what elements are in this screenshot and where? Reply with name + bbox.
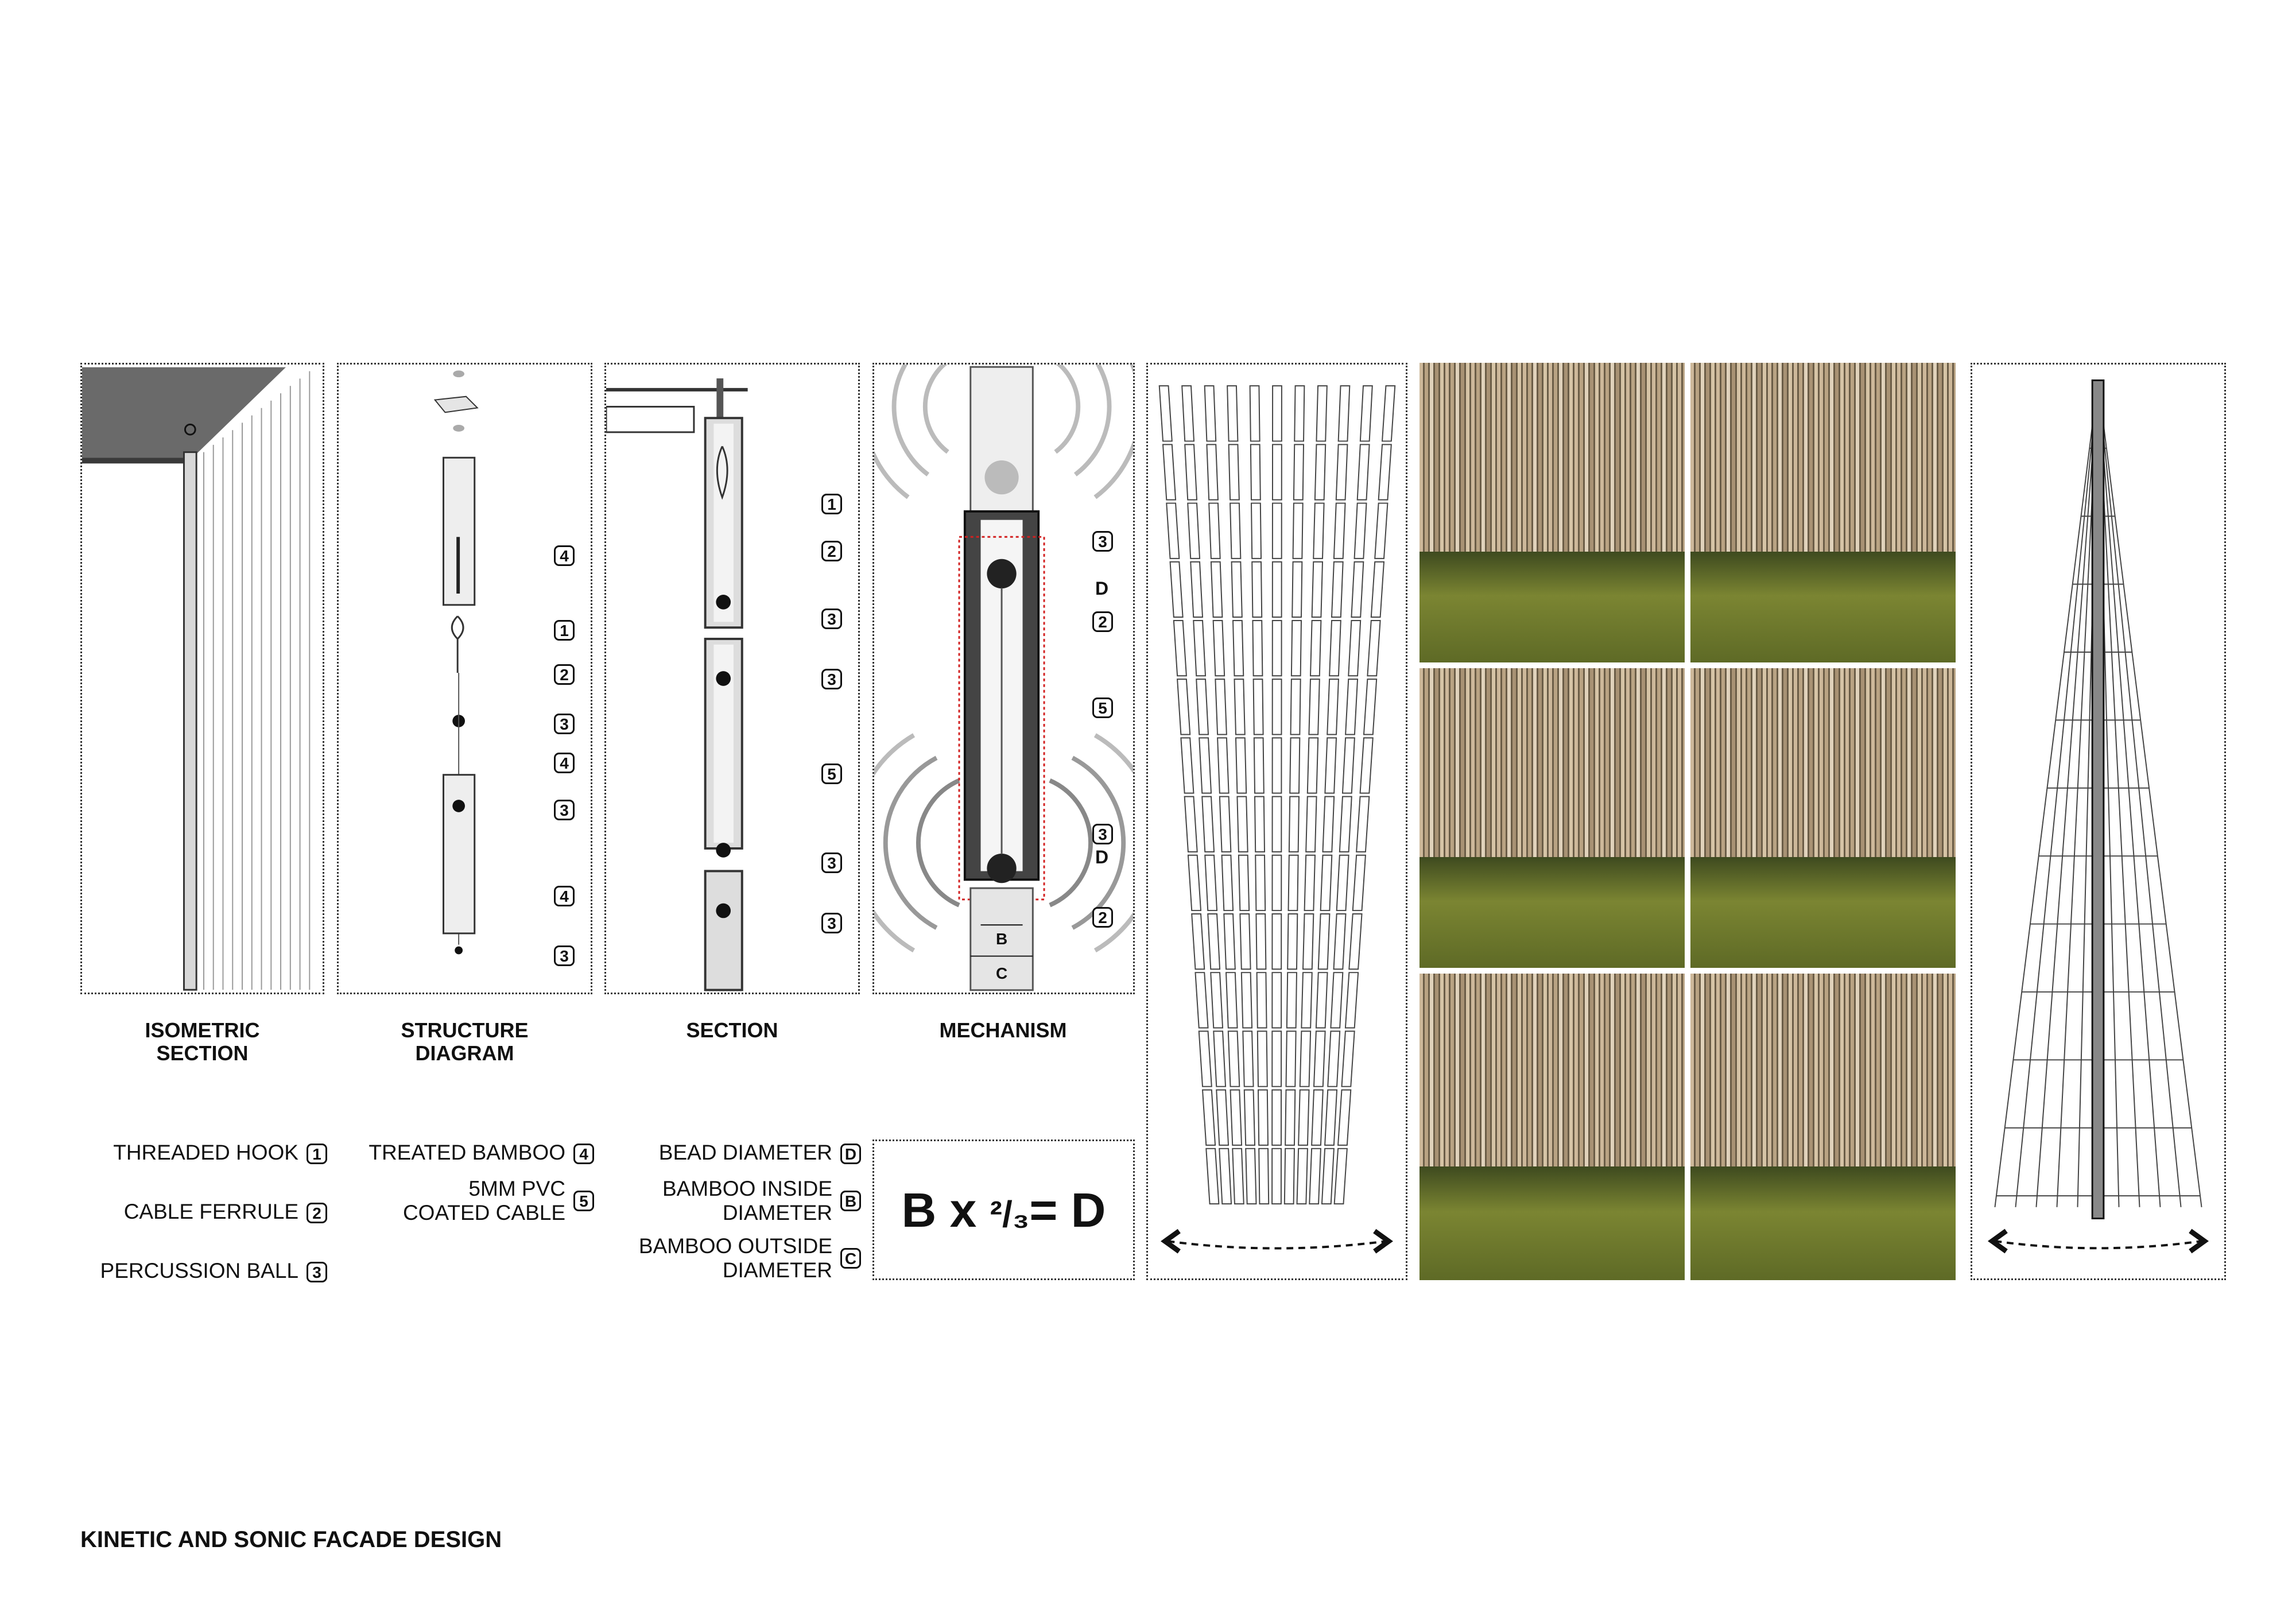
section-callout-badge: 2 — [821, 541, 842, 561]
structure-callout-badge: 1 — [554, 620, 575, 641]
section-callout-badge: 3 — [821, 913, 842, 933]
mechanism-callout-badge: 2 — [1092, 907, 1113, 928]
mechanism-callout-label: D — [1095, 847, 1109, 867]
legend-badge: 2 — [307, 1203, 327, 1223]
legend-badge: 3 — [307, 1262, 327, 1282]
fan-elevation-drawing — [1972, 365, 2224, 1278]
legend-item: CABLE FERRULE 2 — [124, 1200, 327, 1224]
mechanism-drawing — [874, 365, 1133, 993]
isometric-section-drawing — [82, 365, 323, 993]
structure-callout-badge: 4 — [554, 753, 575, 773]
mechanism-callout-label: D — [1095, 578, 1109, 599]
mechanism-callout-badge: 5 — [1092, 697, 1113, 718]
inside-diameter-label: B — [996, 930, 1008, 948]
section-callout-badge: 5 — [821, 763, 842, 784]
section-callout-badge: 3 — [821, 852, 842, 873]
outside-diameter-label: C — [996, 964, 1008, 982]
structure-callout-badge: 3 — [554, 945, 575, 966]
facade-photo — [1420, 668, 1685, 968]
structure-callout-badge: 2 — [554, 664, 575, 685]
mechanism-callout-badge: 3 — [1092, 824, 1113, 844]
structure-callout-badge: 3 — [554, 714, 575, 734]
facade-photo — [1420, 363, 1685, 662]
legend-item: TREATED BAMBOO 4 — [369, 1141, 594, 1165]
legend-badge: B — [840, 1191, 861, 1211]
structure-diagram-panel — [337, 363, 592, 994]
structure-callout-badge: 4 — [554, 545, 575, 566]
formula-box — [872, 1139, 1135, 1280]
isometric-section-panel — [80, 363, 324, 994]
structure-diagram-drawing — [339, 365, 591, 993]
section-callout-badge: 1 — [821, 494, 842, 514]
section-callout-badge: 3 — [821, 669, 842, 689]
caption-isometric: ISOMETRIC SECTION — [145, 1018, 260, 1065]
formula-text: B x ²/₃= D — [901, 1183, 1106, 1237]
facade-photo — [1420, 974, 1685, 1280]
legend-item: THREADED HOOK 1 — [113, 1141, 327, 1165]
legend-item: 5MM PVC COATED CABLE 5 — [403, 1177, 594, 1225]
legend-badge: 4 — [573, 1144, 594, 1164]
legend-item: BAMBOO OUTSIDE DIAMETER C — [639, 1234, 861, 1282]
legend-badge: 1 — [307, 1144, 327, 1164]
structure-callout-badge: 3 — [554, 800, 575, 820]
caption-mechanism: MECHANISM — [939, 1018, 1067, 1042]
caption-structure: STRUCTURE DIAGRAM — [401, 1018, 529, 1065]
page-title: KINETIC AND SONIC FACADE DESIGN — [80, 1527, 502, 1552]
structure-callout-badge: 4 — [554, 886, 575, 906]
legend-item: BAMBOO INSIDE DIAMETER B — [662, 1177, 861, 1225]
facade-photo — [1690, 363, 1956, 662]
mechanism-callout-badge: 2 — [1092, 611, 1113, 632]
facade-photo — [1690, 974, 1956, 1280]
section-panel — [604, 363, 860, 994]
caption-section: SECTION — [686, 1018, 778, 1042]
facade-photo — [1690, 668, 1956, 968]
section-callout-badge: 3 — [821, 608, 842, 629]
bamboo-array-elevation-panel — [1146, 363, 1407, 1280]
mechanism-panel — [872, 363, 1135, 994]
fan-elevation-panel — [1971, 363, 2226, 1280]
legend-badge: C — [840, 1248, 861, 1269]
section-drawing — [606, 365, 858, 993]
legend-badge: D — [840, 1144, 861, 1164]
legend-badge: 5 — [573, 1191, 594, 1211]
mechanism-callout-badge: 3 — [1092, 531, 1113, 552]
legend-item: PERCUSSION BALL 3 — [100, 1259, 327, 1283]
facade-photo-grid — [1420, 363, 1959, 1280]
legend-item: BEAD DIAMETER D — [659, 1141, 861, 1165]
bamboo-array-drawing — [1148, 365, 1406, 1278]
